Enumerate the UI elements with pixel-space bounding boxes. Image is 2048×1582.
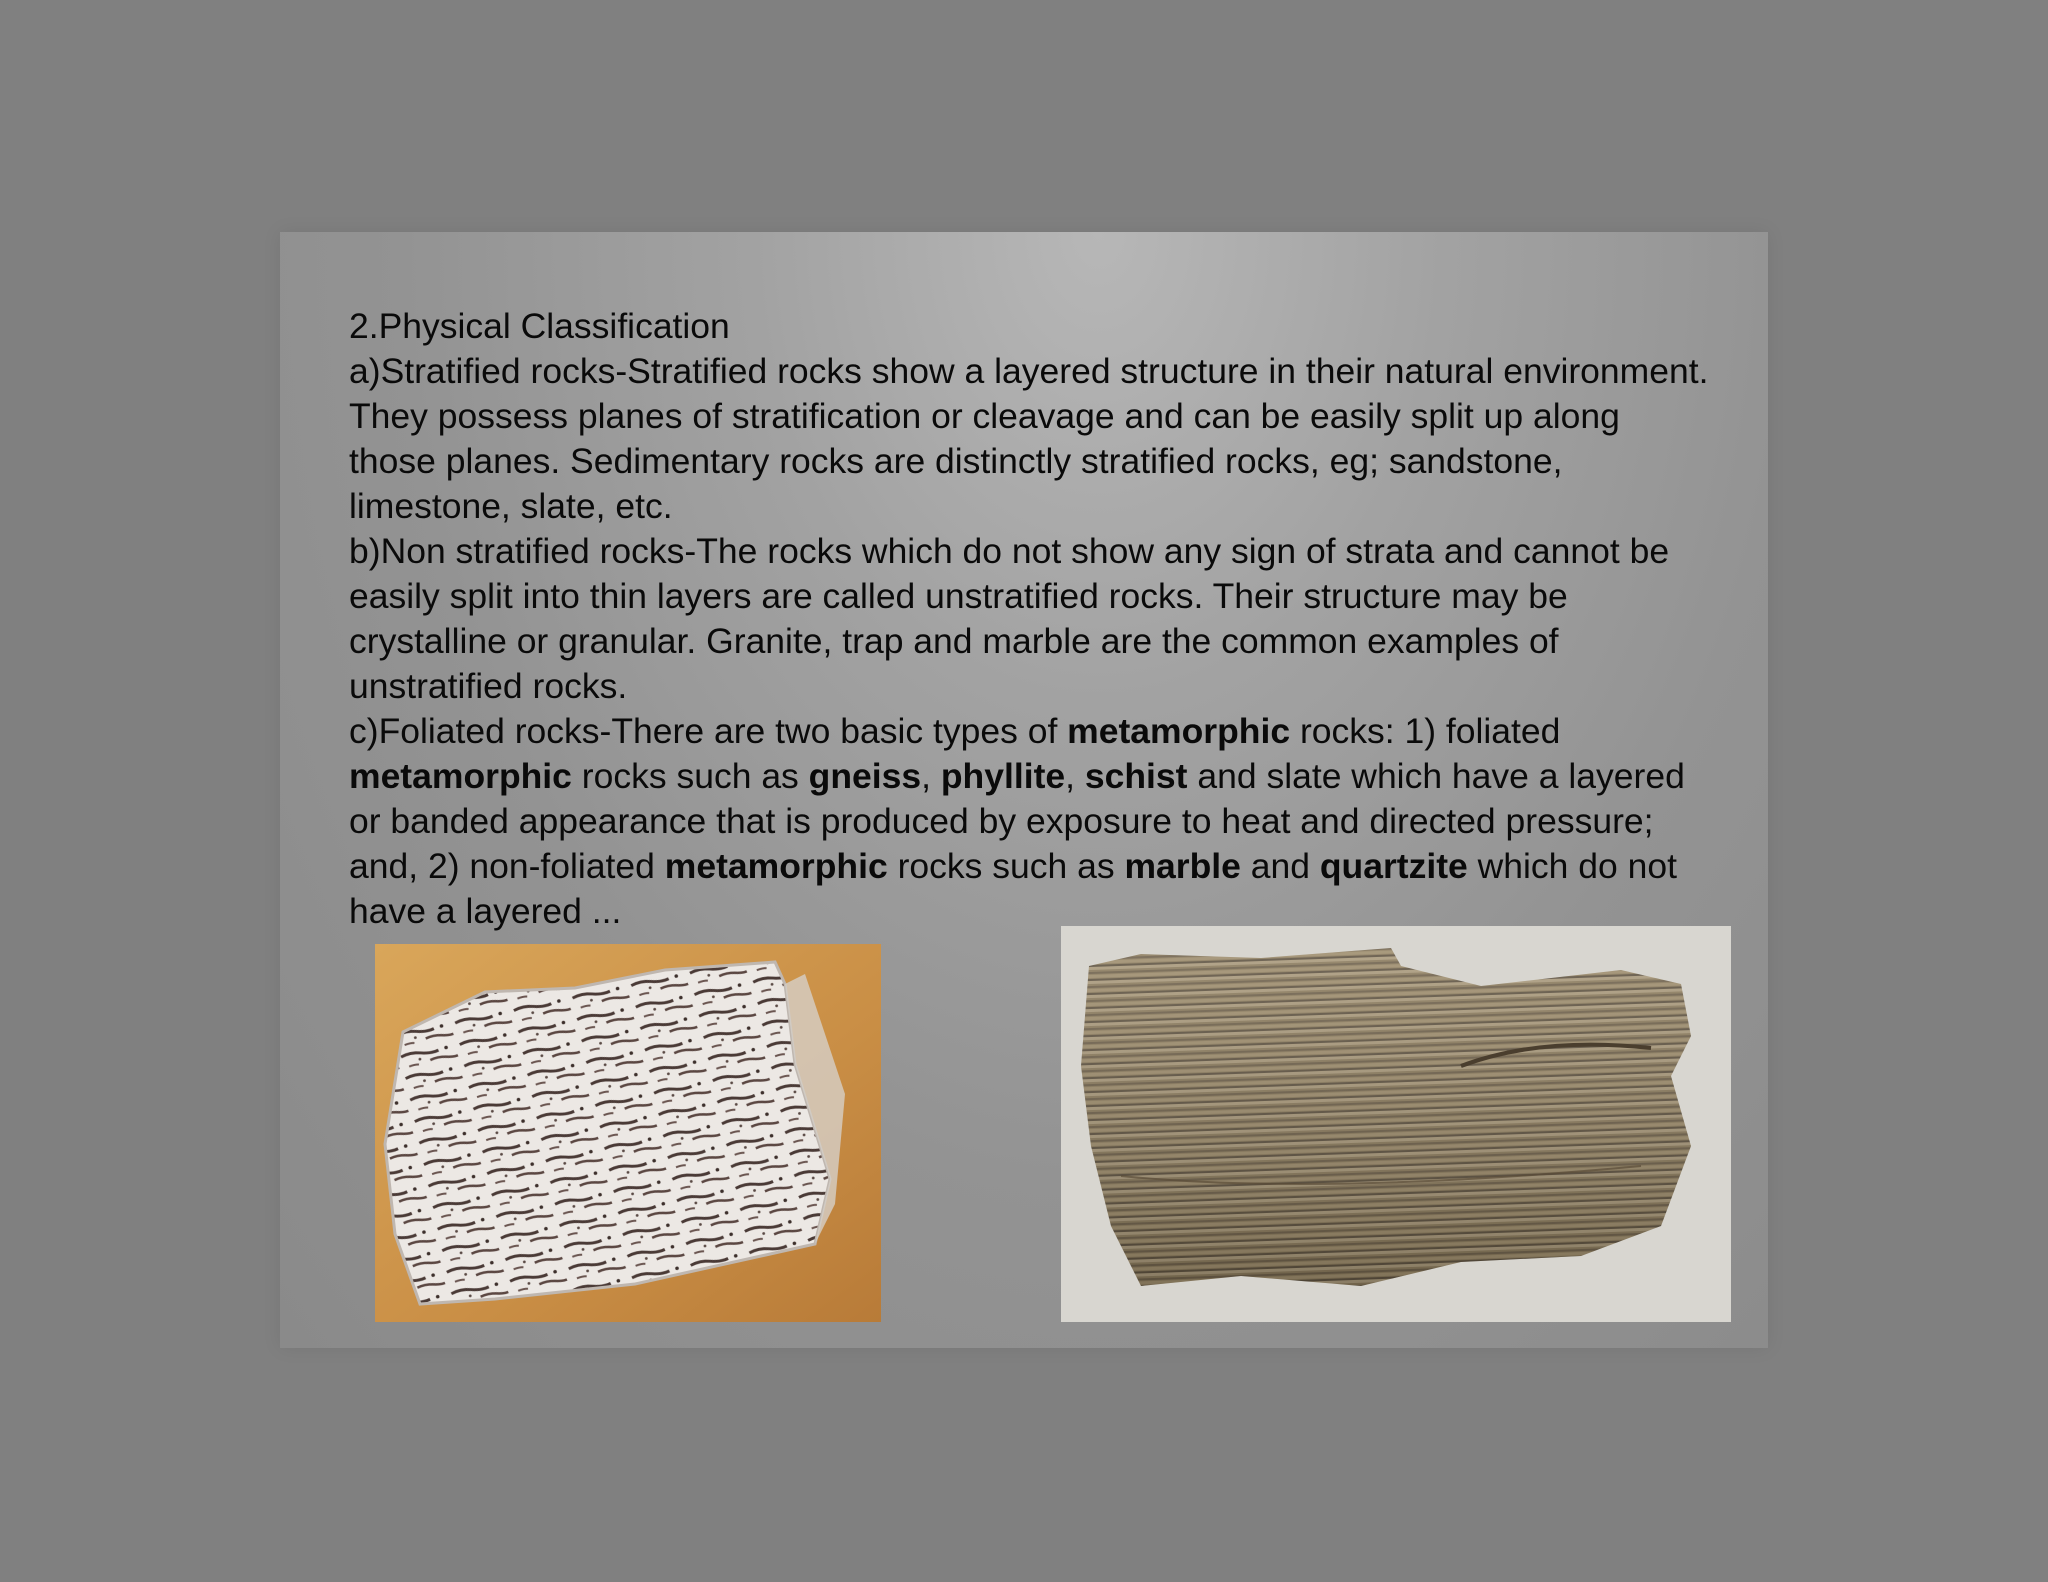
- text-run: c)Foliated rocks-There are two basic types of: [349, 711, 1068, 751]
- para-b-line: unstratified rocks.: [349, 666, 628, 706]
- bold-term: metamorphic: [664, 846, 888, 886]
- para-a-line: a)Stratified rocks-Stratified rocks show a layered structure in their natural environment.: [349, 351, 1709, 391]
- gneiss-rock-photo-icon: [375, 944, 881, 1322]
- text-run: and, 2) non-foliated: [349, 846, 665, 886]
- para-a-line: They possess planes of stratification or cleavage and can be easily split up along: [349, 396, 1620, 436]
- para-c-line: [349, 844, 1769, 889]
- phyllite-rock-photo-icon: [1061, 926, 1731, 1322]
- text-run: and: [1240, 846, 1320, 886]
- para-a-line: limestone, slate, etc.: [349, 486, 673, 526]
- bold-term: schist: [1084, 756, 1188, 796]
- bold-term: metamorphic: [1067, 711, 1291, 751]
- para-c-line: or banded appearance that is produced by exposure to heat and directed pressure;: [349, 801, 1654, 841]
- para-a-line: those planes. Sedimentary rocks are distinctly stratified rocks, eg; sandstone,: [349, 441, 1563, 481]
- slide-heading: 2.Physical Classification: [349, 306, 730, 346]
- bold-term: quartzite: [1319, 846, 1468, 886]
- text-run: rocks: 1) foliated: [1290, 711, 1561, 751]
- para-b-line: crystalline or granular. Granite, trap and marble are the common examples of: [349, 621, 1559, 661]
- para-b-line: b)Non stratified rocks-The rocks which do not show any sign of strata and cannot be: [349, 531, 1670, 571]
- text-run: rocks such as: [887, 846, 1125, 886]
- bold-term: phyllite: [940, 756, 1066, 796]
- phyllite-rock-photo-icon: [1061, 926, 1731, 1322]
- gneiss-rock-photo-icon: [375, 944, 881, 1322]
- para-c-line: [349, 754, 1769, 799]
- text-run: which do not: [1467, 846, 1677, 886]
- para-b-line: easily split into thin layers are called unstratified rocks. Their structure may be: [349, 576, 1568, 616]
- bold-term: marble: [1124, 846, 1241, 886]
- para-c-line: [349, 709, 1769, 754]
- bold-term: gneiss: [808, 756, 922, 796]
- slide-text: [349, 304, 1769, 934]
- text-run: ,: [1065, 756, 1085, 796]
- text-run: and slate which have a layered: [1187, 756, 1685, 796]
- text-run: ,: [921, 756, 941, 796]
- para-c-line: have a layered ...: [349, 891, 622, 931]
- text-run: rocks such as: [571, 756, 809, 796]
- slide: [280, 232, 1768, 1348]
- bold-term: metamorphic: [349, 756, 572, 796]
